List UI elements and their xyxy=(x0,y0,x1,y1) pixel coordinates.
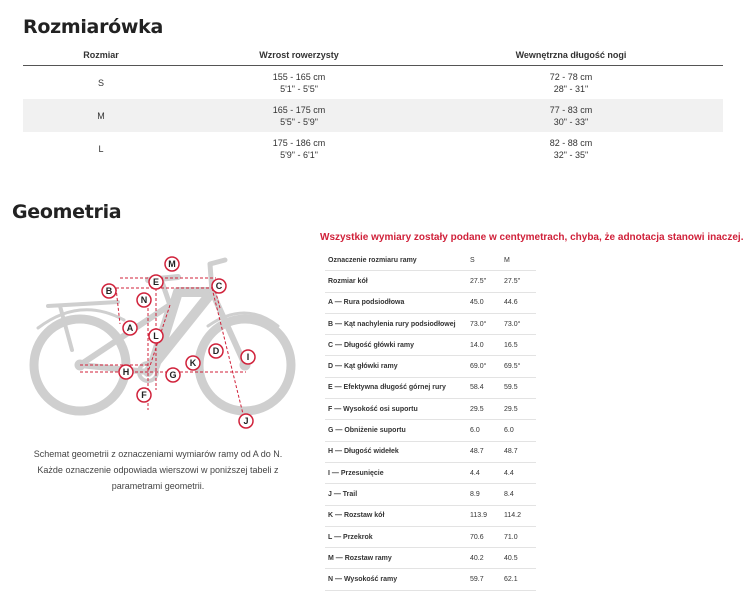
header-label: Oznaczenie rozmiaru ramy xyxy=(328,256,417,264)
header-height: Wzrost rowerzysty xyxy=(259,50,339,60)
svg-text:H: H xyxy=(122,367,130,377)
svg-text:L: L xyxy=(153,331,159,341)
geometry-value-m: 71.0 xyxy=(504,533,518,541)
units-note: Wszystkie wymiary zostały podane w centymetrach, chyba, że adnotacja stanowi inaczej. xyxy=(320,232,744,243)
geometry-value-s: 73.0° xyxy=(470,320,487,328)
geometry-row xyxy=(325,442,536,463)
size-chart-table xyxy=(23,45,723,165)
height-cell xyxy=(179,132,419,165)
geometry-value-s: 59.7 xyxy=(470,576,484,584)
height-cm: 175 - 186 cm xyxy=(272,137,326,148)
geometry-param: E — Efektywna długość górnej rury xyxy=(328,384,446,392)
size-label: S xyxy=(97,77,104,88)
geometry-value-s: 6.0 xyxy=(470,427,480,435)
marker-j-icon xyxy=(239,414,253,428)
leg-cell xyxy=(419,99,723,132)
geometry-value-m: 48.7 xyxy=(504,448,518,456)
geometry-value-m: 27.5" xyxy=(504,277,521,285)
geometry-value-m: 4.4 xyxy=(504,469,514,477)
header-size: Rozmiar xyxy=(83,50,119,60)
marker-g-icon xyxy=(166,368,180,382)
svg-text:K: K xyxy=(189,358,197,368)
geometry-table xyxy=(325,250,536,591)
geometry-value-m: 8.4 xyxy=(504,490,514,498)
leg-in: 28" - 31" xyxy=(553,83,589,94)
header-leg: Wewnętrzna długość nogi xyxy=(515,50,627,60)
marker-l-icon xyxy=(149,329,163,343)
height-cm: 155 - 165 cm xyxy=(272,71,326,82)
geometry-row xyxy=(325,399,536,420)
geometry-row xyxy=(325,420,536,441)
header-s: S xyxy=(470,256,475,264)
svg-text:F: F xyxy=(141,390,147,400)
marker-c-icon xyxy=(212,279,226,293)
geometry-value-m: 59.5 xyxy=(504,384,518,392)
geometry-param: N — Wysokość ramy xyxy=(328,576,398,584)
geometry-value-s: 40.2 xyxy=(470,554,484,562)
leg-cm: 82 - 88 cm xyxy=(549,137,593,148)
geometry-value-s: 58.4 xyxy=(470,384,484,392)
geometry-param: C — Długość główki ramy xyxy=(328,341,414,349)
geometry-row xyxy=(325,484,536,505)
geometry-param: I — Przesunięcie xyxy=(328,469,384,477)
geometry-row xyxy=(325,293,536,314)
geometry-param: A — Rura podsiodłowa xyxy=(328,299,405,307)
svg-text:N: N xyxy=(140,295,148,305)
geometry-row xyxy=(325,506,536,527)
leg-cm: 72 - 78 cm xyxy=(549,71,593,82)
geometry-param: Rozmiar kół xyxy=(328,277,368,285)
geometry-param: M — Rozstaw ramy xyxy=(328,554,392,562)
geometry-row xyxy=(325,335,536,356)
geometry-value-s: 113.9 xyxy=(470,512,487,520)
svg-text:B: B xyxy=(105,286,113,296)
geometry-param: F — Wysokość osi suportu xyxy=(328,405,418,413)
geometry-value-m: 73.0° xyxy=(504,320,521,328)
marker-m-icon xyxy=(165,257,179,271)
geometry-title: Geometria xyxy=(12,201,122,223)
geometry-value-m: 62.1 xyxy=(504,576,518,584)
marker-i-icon xyxy=(241,350,255,364)
size-chart-header xyxy=(23,45,723,66)
size-label: M xyxy=(97,110,105,121)
size-row xyxy=(23,66,723,99)
leg-cell xyxy=(419,132,723,165)
geometry-row xyxy=(325,527,536,548)
svg-text:J: J xyxy=(243,416,249,426)
geometry-row xyxy=(325,378,536,399)
marker-f-icon xyxy=(137,388,151,402)
geometry-param: G — Obniżenie suportu xyxy=(328,427,406,435)
geometry-param: B — Kąt nachylenia rury podsiodłowej xyxy=(328,320,456,328)
svg-text:G: G xyxy=(169,370,177,380)
marker-k-icon xyxy=(186,356,200,370)
geometry-value-m: 69.5° xyxy=(504,363,521,371)
marker-d-icon xyxy=(209,344,223,358)
geometry-param: H — Długość widełek xyxy=(328,448,399,456)
size-row xyxy=(23,132,723,165)
geometry-value-m: 44.6 xyxy=(504,299,518,307)
svg-text:A: A xyxy=(126,323,134,333)
svg-text:C: C xyxy=(215,281,223,291)
marker-b-icon xyxy=(102,284,116,298)
geometry-value-m: 6.0 xyxy=(504,427,514,435)
leg-cm: 77 - 83 cm xyxy=(549,104,593,115)
geometry-row xyxy=(325,463,536,484)
geometry-value-s: 70.6 xyxy=(470,533,484,541)
svg-text:E: E xyxy=(152,277,160,287)
geometry-value-s: 45.0 xyxy=(470,299,484,307)
geometry-row xyxy=(325,314,536,335)
leg-cell xyxy=(419,66,723,99)
svg-text:D: D xyxy=(212,346,220,356)
geometry-row xyxy=(325,548,536,569)
geometry-row xyxy=(325,271,536,292)
geometry-value-s: 27.5" xyxy=(470,277,487,285)
leg-in: 32" - 35" xyxy=(553,149,589,160)
geometry-value-s: 14.0 xyxy=(470,341,484,349)
geometry-param: K — Rozstaw kół xyxy=(328,512,385,520)
marker-e-icon xyxy=(149,275,163,289)
height-ft: 5'1" - 5'5" xyxy=(280,83,318,94)
header-m: M xyxy=(504,256,510,264)
geometry-value-m: 114.2 xyxy=(504,512,521,520)
height-ft: 5'9" - 6'1" xyxy=(280,149,318,160)
height-cell xyxy=(179,99,419,132)
geometry-value-s: 69.0° xyxy=(470,363,487,371)
geometry-value-s: 48.7 xyxy=(470,448,484,456)
marker-a-icon xyxy=(123,321,137,335)
size-row xyxy=(23,99,723,132)
size-label: L xyxy=(98,143,104,154)
height-cell xyxy=(179,66,419,99)
seatpost xyxy=(162,282,170,305)
geometry-value-m: 16.5 xyxy=(504,341,518,349)
geometry-diagram xyxy=(20,250,300,440)
height-ft: 5'5" - 5'9" xyxy=(280,116,318,127)
geometry-row xyxy=(325,569,536,590)
geometry-value-s: 4.4 xyxy=(470,469,480,477)
size-chart-title: Rozmiarówka xyxy=(23,16,164,38)
leg-in: 30" - 33" xyxy=(553,116,589,127)
svg-text:I: I xyxy=(246,352,250,362)
marker-n-icon xyxy=(137,293,151,307)
geometry-value-m: 29.5 xyxy=(504,405,518,413)
geometry-value-s: 29.5 xyxy=(470,405,484,413)
svg-text:M: M xyxy=(168,259,176,269)
geometry-value-m: 40.5 xyxy=(504,554,518,562)
geometry-param: D — Kąt główki ramy xyxy=(328,363,398,371)
geometry-param: J — Trail xyxy=(328,490,358,498)
geometry-row xyxy=(325,356,536,377)
diagram-caption: Schemat geometrii z oznaczeniami wymiarów ramy od A do N. Każde oznaczenie odpowiada wierszowi w poniższej tabeli z parametrami geometrii. xyxy=(33,449,283,491)
marker-h-icon xyxy=(119,365,133,379)
geometry-param: L — Przekrok xyxy=(328,533,373,541)
height-cm: 165 - 175 cm xyxy=(272,104,326,115)
geometry-table-header xyxy=(325,250,536,271)
geometry-value-s: 8.9 xyxy=(470,490,480,498)
